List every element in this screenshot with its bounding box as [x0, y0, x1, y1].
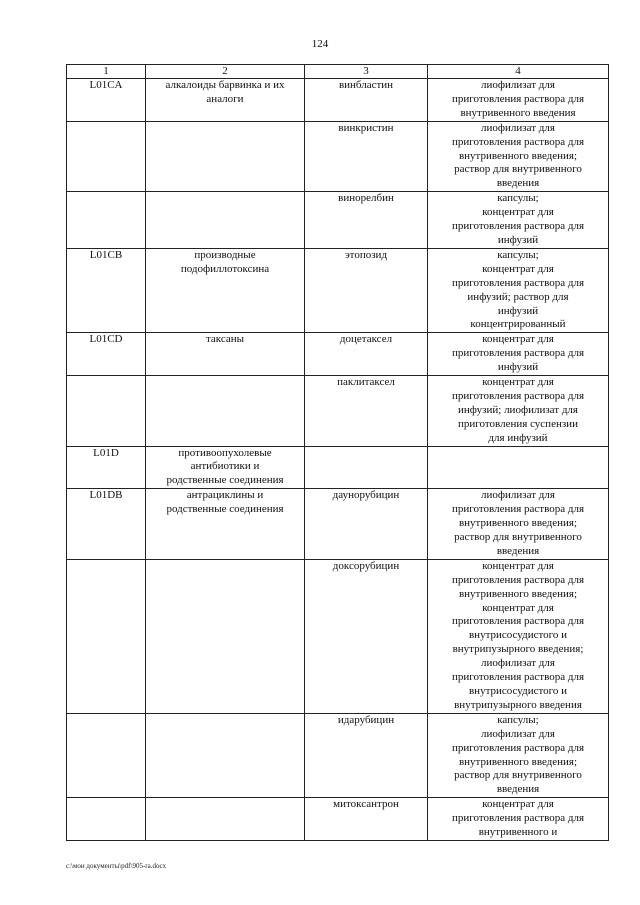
- form-text-line: концентрат для: [482, 206, 554, 219]
- form-text-line: раствор для внутривенного: [454, 163, 582, 176]
- dosage-form-cell: [428, 798, 609, 841]
- form-text-line: лиофилизат для: [481, 79, 555, 91]
- atc-code-cell: [67, 713, 146, 797]
- dosage-form-cell: [428, 376, 609, 447]
- dosage-form-cell: [428, 248, 609, 332]
- column-header: 3: [305, 65, 428, 79]
- table-row: [67, 121, 609, 192]
- pharmacological-group-cell: [146, 446, 305, 489]
- drug-name-cell: митоксантрон: [305, 798, 428, 841]
- form-text-line: внутрипузырного введения;: [452, 643, 584, 656]
- footer-file-path: c:\мои документы\pdf\905-ra.docx: [66, 862, 167, 870]
- form-text-line: приготовления раствора для: [452, 276, 584, 289]
- group-text-line: родственные соединения: [166, 474, 284, 487]
- form-text-line: капсулы;: [497, 713, 539, 726]
- dosage-form-cell: [428, 489, 609, 560]
- form-text-line: приготовления раствора для: [452, 347, 584, 360]
- form-text-line: инфузий: [497, 233, 539, 246]
- form-text-line: внутрипузырного введения: [454, 698, 582, 711]
- form-text-line: концентрат для: [482, 798, 554, 811]
- group-text-line: антрациклины и: [186, 489, 264, 502]
- pharmacological-group-cell: [146, 489, 305, 560]
- table-header-row: [67, 65, 609, 79]
- form-text-line: внутривенного введения;: [458, 755, 578, 768]
- atc-code-cell: [67, 798, 146, 841]
- table-body: [67, 79, 609, 841]
- dosage-form-cell: [428, 192, 609, 249]
- table-row: [67, 79, 609, 122]
- atc-code-cell: [67, 376, 146, 447]
- form-text-line: приготовления раствора для: [452, 671, 584, 684]
- form-text-line: для инфузий: [488, 431, 548, 444]
- page-number: 124: [311, 38, 329, 50]
- pharmacological-group-cell: [146, 248, 305, 332]
- form-text-line: капсулы;: [497, 248, 539, 261]
- pharmacological-group-cell: [146, 79, 305, 122]
- drug-name-cell: паклитаксел: [305, 376, 428, 447]
- form-text-line: лиофилизат для: [481, 489, 555, 502]
- form-text-line: внутрисосудистого и: [468, 684, 567, 697]
- atc-code-cell: [67, 121, 146, 192]
- atc-code-cell: L01CD: [67, 333, 146, 376]
- form-text-line: концентрат для: [482, 376, 554, 389]
- pharmacological-group-cell: [146, 713, 305, 797]
- atc-code-cell: [67, 559, 146, 713]
- drug-table: [66, 64, 609, 841]
- form-text-line: приготовления раствора для: [452, 220, 584, 233]
- form-text-line: приготовления раствора для: [452, 812, 584, 825]
- drug-name-cell: [305, 446, 428, 489]
- group-text-line: таксаны: [205, 333, 245, 346]
- table-row: [67, 376, 609, 447]
- form-text-line: внутривенного введения: [460, 106, 576, 119]
- drug-name-cell: доцетаксел: [305, 333, 428, 376]
- form-text-line: внутривенного введения;: [458, 517, 578, 530]
- drug-name-cell: идарубицин: [305, 713, 428, 797]
- form-text-line: приготовления раствора для: [452, 92, 584, 105]
- form-text-line: приготовления раствора для: [452, 741, 584, 754]
- form-text-line: приготовления раствора для: [452, 389, 584, 402]
- pharmacological-group-cell: [146, 798, 305, 841]
- dosage-form-cell: [428, 79, 609, 122]
- group-text-line: родственные соединения: [166, 503, 284, 516]
- column-header: 1: [67, 65, 146, 79]
- table-row: [67, 192, 609, 249]
- table-row: [67, 333, 609, 376]
- form-text-line: лиофилизат для: [481, 657, 555, 670]
- dosage-form-cell: [428, 446, 609, 489]
- pharmacological-group-cell: [146, 192, 305, 249]
- table-row: [67, 489, 609, 560]
- table-row: [67, 446, 609, 489]
- drug-name-cell: винорелбин: [305, 192, 428, 249]
- drug-name-cell: доксорубицин: [305, 559, 428, 713]
- form-text-line: введения: [496, 783, 540, 796]
- form-text-line: концентрат для: [482, 601, 554, 614]
- drug-name-cell: этопозид: [305, 248, 428, 332]
- form-text-line: концентрат для: [482, 262, 554, 275]
- drug-name-cell: винкристин: [305, 121, 428, 192]
- group-text-line: аналоги: [206, 92, 244, 105]
- form-text-line: внутрисосудистого и: [468, 629, 567, 642]
- form-text-line: инфузий; раствор для: [467, 290, 569, 303]
- table-row: [67, 798, 609, 841]
- dosage-form-cell: [428, 333, 609, 376]
- drug-name-cell: даунорубицин: [305, 489, 428, 560]
- form-text-line: концентрат для: [482, 333, 554, 346]
- form-text-line: лиофилизат для: [481, 727, 555, 740]
- form-text-line: инфузий: [497, 361, 539, 374]
- pharmacological-group-cell: [146, 559, 305, 713]
- dosage-form-cell: [428, 559, 609, 713]
- form-text-line: инфузий: [497, 304, 539, 317]
- form-text-line: внутривенного введения;: [458, 149, 578, 162]
- form-text-line: введения: [496, 177, 540, 190]
- form-text-line: внутривенного введения;: [458, 587, 578, 600]
- pharmacological-group-cell: [146, 333, 305, 376]
- form-text-line: раствор для внутривенного: [454, 769, 582, 782]
- form-text-line: раствор для внутривенного: [454, 531, 582, 543]
- group-text-line: производные: [194, 248, 256, 261]
- form-text-line: капсулы;: [497, 192, 539, 205]
- group-text-line: противоопухолевые: [178, 446, 272, 459]
- column-header: 4: [428, 65, 609, 79]
- form-text-line: приготовления раствора для: [452, 615, 584, 628]
- column-header: 2: [146, 65, 305, 79]
- form-text-line: концентрированный: [470, 318, 566, 331]
- table-row: [67, 559, 609, 713]
- atc-code-cell: [67, 192, 146, 249]
- form-text-line: приготовления раствора для: [452, 135, 584, 148]
- pharmacological-group-cell: [146, 121, 305, 192]
- form-text-line: приготовления раствора для: [452, 573, 584, 586]
- table-row: [67, 248, 609, 332]
- pharmacological-group-cell: [146, 376, 305, 447]
- form-text-line: концентрат для: [482, 559, 554, 572]
- group-text-line: подофиллотоксина: [180, 262, 270, 275]
- form-text-line: приготовления суспензии: [458, 417, 578, 430]
- dosage-form-cell: [428, 121, 609, 192]
- table-row: [67, 713, 609, 797]
- atc-code-cell: L01DB: [67, 489, 146, 560]
- dosage-form-cell: [428, 713, 609, 797]
- form-text-line: инфузий; лиофилизат для: [458, 403, 578, 416]
- form-text-line: лиофилизат для: [481, 121, 555, 134]
- atc-code-cell: L01CA: [67, 79, 146, 122]
- group-text-line: антибиотики и: [190, 460, 260, 473]
- form-text-line: приготовления раствора для: [452, 503, 584, 516]
- atc-code-cell: L01D: [67, 446, 146, 489]
- group-text-line: алкалоиды барвинка и их: [165, 79, 285, 91]
- form-text-line: внутривенного и: [478, 826, 558, 839]
- atc-code-cell: L01CB: [67, 248, 146, 332]
- form-text-line: введения: [496, 544, 540, 557]
- drug-name-cell: винбластин: [305, 79, 428, 122]
